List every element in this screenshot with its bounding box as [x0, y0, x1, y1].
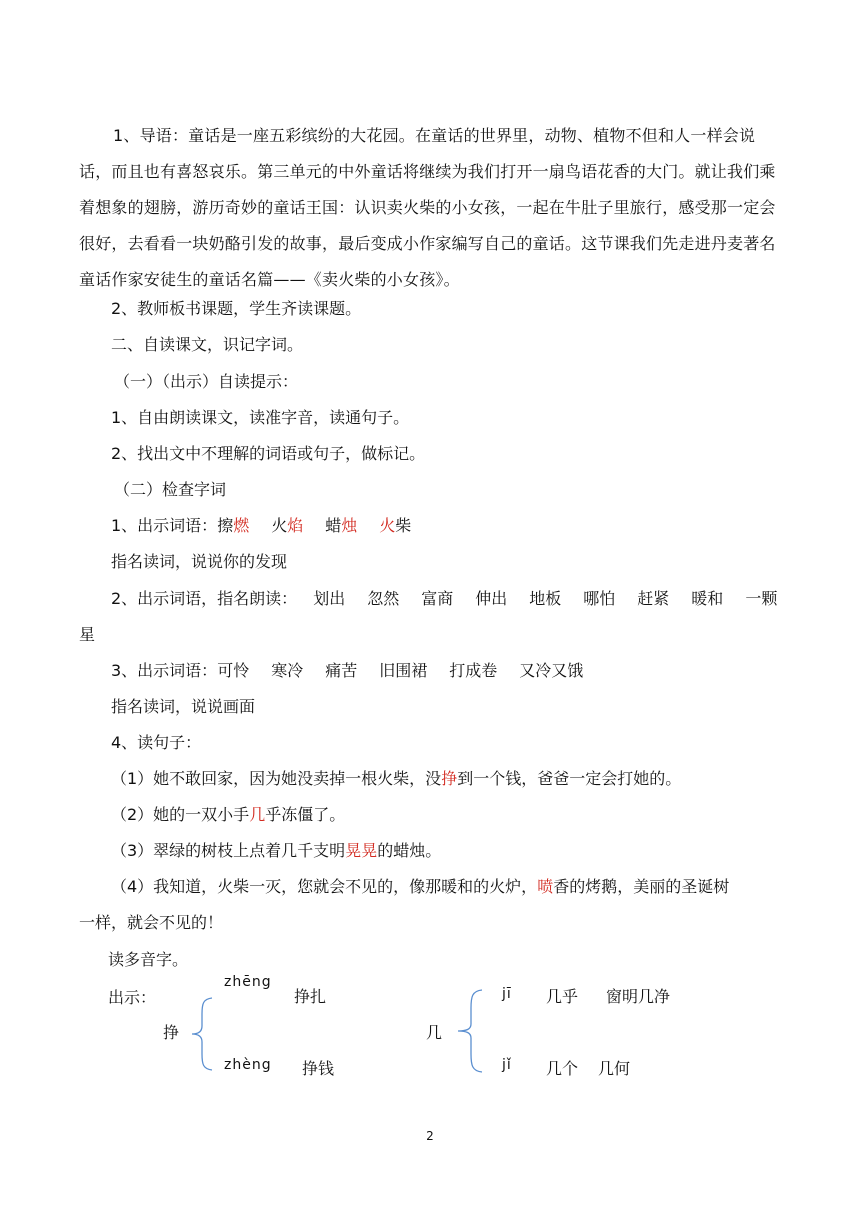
word-part: 蜡 [325, 516, 342, 535]
read-sentences-heading: 4、读句子： [111, 733, 202, 752]
word-item: 暖和 [691, 589, 724, 608]
word-item: 哪怕 [583, 589, 616, 608]
sentence-text: （2）她的一双小手 [111, 805, 250, 824]
sentence-1 [111, 767, 681, 791]
highlight-char: 挣 [441, 769, 458, 788]
word-item: 赶紧 [637, 589, 670, 608]
pinyin-ji-2: jǐ [502, 1057, 512, 1073]
hint-1: 1、自由朗读课文，读准字音，读通句子。 [111, 408, 410, 427]
sentence-text: 的蜡烛。 [377, 841, 442, 860]
highlight-char: 火 [379, 516, 396, 535]
brace-zheng [186, 996, 216, 1072]
word-item: 伸出 [475, 589, 508, 608]
section-heading: 二、自读课文，识记字词。 [111, 335, 304, 354]
words-line-3 [111, 659, 583, 683]
pinyin-zheng-2: zhèng [224, 1057, 272, 1073]
paragraph-board: 2、教师板书课题，学生齐读课题。 [111, 299, 362, 318]
sentence-text: 香的烤鹅，美丽的圣诞树 [553, 877, 730, 896]
word-item: 一颗 [745, 589, 778, 608]
word-item: 划出 [313, 589, 346, 608]
instruction-1: 指名读词，说说你的发现 [111, 552, 288, 571]
words-line-1 [111, 514, 411, 538]
word-part: 火 [271, 516, 288, 535]
words-prefix: 1、出示词语： [111, 516, 218, 535]
words-line-2 [111, 587, 777, 611]
intro-paragraph [79, 118, 783, 298]
words-prefix: 2、出示词语，指名朗读： [111, 589, 298, 608]
highlight-char: 烛 [341, 516, 358, 535]
word-item: 地板 [529, 589, 562, 608]
word-ji-2b: 几何 [598, 1059, 631, 1078]
word-ji-2a: 几个 [546, 1059, 579, 1078]
word-item: 忽然 [367, 589, 400, 608]
sentence-text: 到一个钱，爸爸一定会打她的。 [457, 769, 682, 788]
sentence-text: （1）她不敢回家，因为她没卖掉一根火柴，没 [111, 769, 442, 788]
word-item: 痛苦 [325, 661, 358, 680]
brace-ji [452, 988, 486, 1074]
char-zheng: 挣 [163, 1023, 180, 1042]
subheading-hints: （一）（出示）自读提示： [114, 372, 299, 391]
word-item: 富商 [421, 589, 454, 608]
word-part: 柴 [395, 516, 412, 535]
char-ji: 几 [426, 1023, 443, 1042]
hint-2: 2、找出文中不理解的词语或句子，做标记。 [111, 444, 426, 463]
sentence-2 [111, 803, 345, 827]
words-prefix: 3、出示词语： [111, 661, 218, 680]
word-zheng-2: 挣钱 [302, 1059, 335, 1078]
show-label: 出示： [108, 988, 157, 1007]
word-ji-1b: 窗明几净 [606, 987, 671, 1006]
word-item: 又冷又饿 [519, 661, 584, 680]
word-item: 旧围裙 [379, 661, 428, 680]
sentence-text: （3）翠绿的树枝上点着几千支明 [111, 841, 346, 860]
instruction-2: 指名读词，说说画面 [111, 697, 256, 716]
word-item: 寒冷 [271, 661, 304, 680]
highlight-char: 焰 [287, 516, 304, 535]
word-item: 打成卷 [449, 661, 498, 680]
polyphone-heading: 读多音字。 [108, 950, 189, 969]
pinyin-ji-1: jī [502, 986, 512, 1002]
sentence-4 [111, 875, 729, 899]
word-ji-1a: 几乎 [546, 987, 579, 1006]
words-line-2-wrap: 星 [79, 625, 96, 644]
word-item: 可怜 [217, 661, 250, 680]
pinyin-zheng-1: zhēng [224, 974, 272, 990]
highlight-char: 几 [249, 805, 266, 824]
subheading-words: （二）检查字词 [114, 480, 227, 499]
highlight-char: 喷 [537, 877, 554, 896]
word-zheng-1: 挣扎 [294, 987, 327, 1006]
sentence-text: （4）我知道，火柴一灭，您就会不见的，像那暖和的火炉， [111, 877, 538, 896]
sentence-4-wrap: 一样，就会不见的！ [79, 913, 224, 932]
highlight-char: 晃晃 [345, 841, 378, 860]
page-number: 2 [426, 1129, 434, 1143]
highlight-char: 燃 [233, 516, 250, 535]
sentence-text: 乎冻僵了。 [265, 805, 346, 824]
word-part: 擦 [217, 516, 234, 535]
intro-text: 1、导语：童话是一座五彩缤纷的大花园。在童话的世界里，动物、植物不但和人一样会说话，而且也有喜怒哀乐。第三单元的中外童话将继续为我们打开一扇鸟语花香的大门。就让我们乘着想象的翅膀，游历奇妙的童话王国：认识卖火柴的小女孩，一起在牛肚子里旅行，感受那一定会很好，去看看一块奶酪引发的故事，最后变成小作家编写自己的童话。这节课我们先走进丹麦著名童话作家安徒生的童话名篇——《卖火柴的小女孩》。 [79, 126, 776, 289]
sentence-3 [111, 839, 441, 863]
